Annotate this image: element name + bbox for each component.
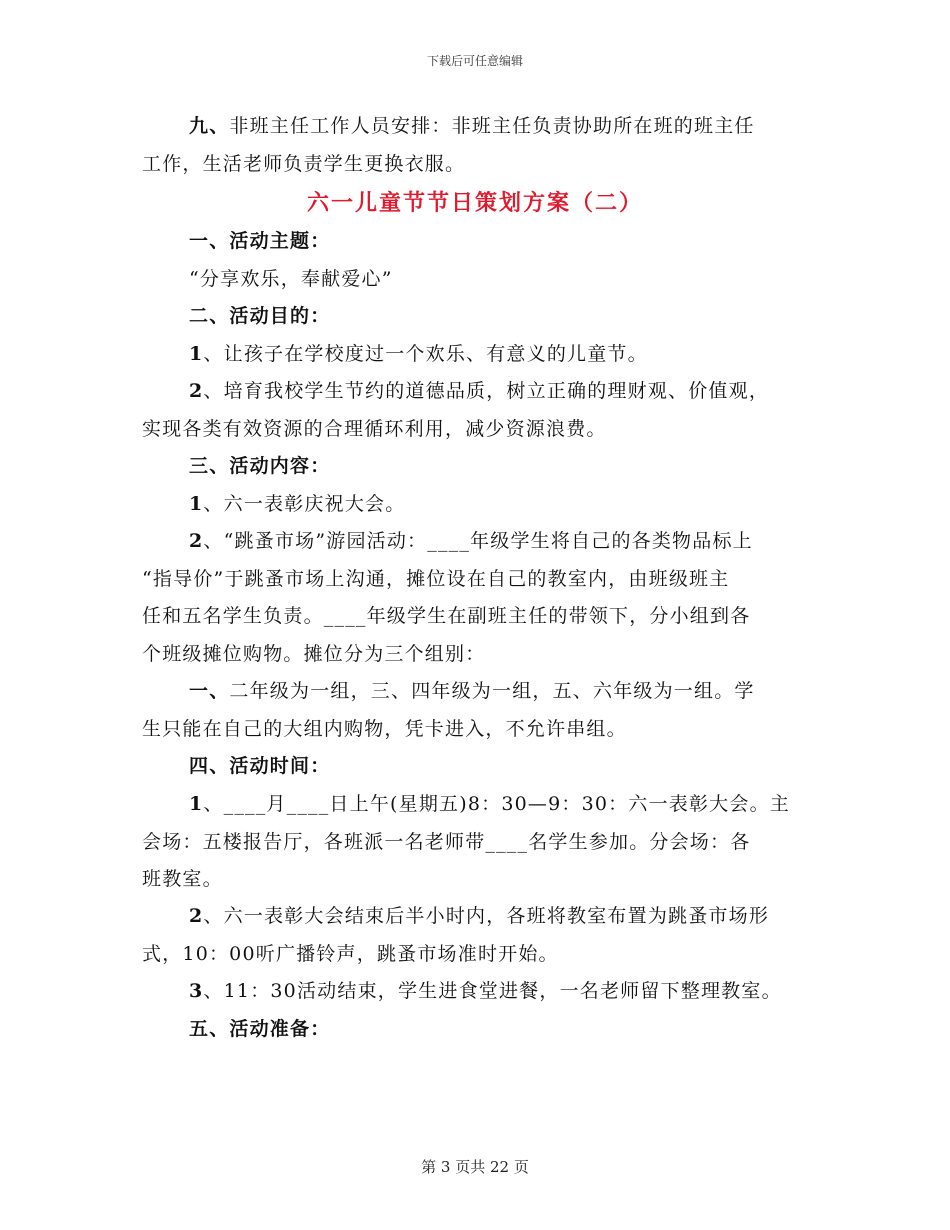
goal-item-2: [142, 373, 812, 448]
item-number: 3: [189, 980, 204, 1002]
paragraph-line: 、培育我校学生节约的道德品质，树立正确的理财观、价值观，: [203, 380, 770, 402]
time-item-3: [142, 973, 812, 1011]
paragraph-line: 实现各类有效资源的合理循环利用，减少资源浪费。: [142, 417, 607, 440]
paragraph-line: 、六一表彰庆祝大会。: [203, 493, 406, 515]
heading-content: 三、活动内容：: [189, 455, 331, 477]
paragraph-9-staff: [142, 108, 812, 183]
item-number: 一、: [189, 680, 230, 702]
time-item-2: [142, 898, 812, 973]
page-header: 下载后可任意编辑: [426, 54, 523, 68]
heading-goal: 二、活动目的：: [189, 305, 331, 327]
content-groups: [142, 673, 812, 748]
time-item-1: [142, 786, 812, 899]
item-number: 1: [189, 493, 204, 515]
paragraph-line: 、11：30活动结束，学生进食堂进餐，一名老师留下整理教室。: [203, 980, 782, 1002]
paragraph-line: 、____月____日上午(星期五)8：30—9：30：六一表彰大会。主: [203, 793, 790, 815]
paragraph-line: 式，10：00听广播铃声，跳蚤市场准时开始。: [142, 942, 559, 965]
theme-text: “分享欢乐，奉献爱心”: [189, 268, 393, 290]
heading-theme: 一、活动主题：: [189, 230, 331, 252]
paragraph-line: 班教室。: [142, 868, 223, 890]
paragraph-line: 会场：五楼报告厅，各班派一名老师带____名学生参加。分会场：各: [142, 830, 751, 853]
item-number: 九、: [189, 115, 230, 137]
item-number: 2: [189, 380, 204, 402]
paragraph-line: 、六一表彰大会结束后半小时内，各班将教室布置为跳蚤市场形: [203, 905, 770, 927]
heading-time: 四、活动时间：: [189, 755, 331, 777]
paragraph-line: 二年级为一组，三、四年级为一组，五、六年级为一组。学: [229, 680, 755, 702]
paragraph-line: 任和五名学生负责。____年级学生在副班主任的带领下，分小组到各: [142, 605, 751, 627]
item-number: 1: [189, 343, 204, 365]
paragraph-line: 非班主任工作人员安排：非班主任负责协助所在班的班主任: [229, 115, 755, 137]
item-number: 1: [189, 793, 204, 815]
item-number: 2: [189, 530, 204, 552]
content-item-1: [142, 486, 812, 524]
page-footer: 第 3 页共 22 页: [421, 1158, 529, 1176]
content-item-2: [142, 523, 812, 673]
paragraph-line: 工作，生活老师负责学生更换衣服。: [142, 152, 466, 175]
goal-item-1: [142, 336, 812, 374]
paragraph-line: “指导价”于跳蚤市场上沟通，摊位设在自己的教室内，由班级班主: [142, 567, 730, 590]
heading-prep: 五、活动准备：: [189, 1018, 331, 1040]
section-title: 六一儿童节节日策划方案（二）: [306, 190, 643, 216]
item-number: 2: [189, 905, 204, 927]
paragraph-line: 、“跳蚤市场”游园活动：____年级学生将自己的各类物品标上: [203, 530, 753, 552]
paragraph-line: 生只能在自己的大组内购物，凭卡进入，不允许串组。: [142, 717, 627, 740]
paragraph-line: 、让孩子在学校度过一个欢乐、有意义的儿童节。: [203, 343, 648, 365]
paragraph-line: 个班级摊位购物。摊位分为三个组别：: [142, 642, 486, 665]
